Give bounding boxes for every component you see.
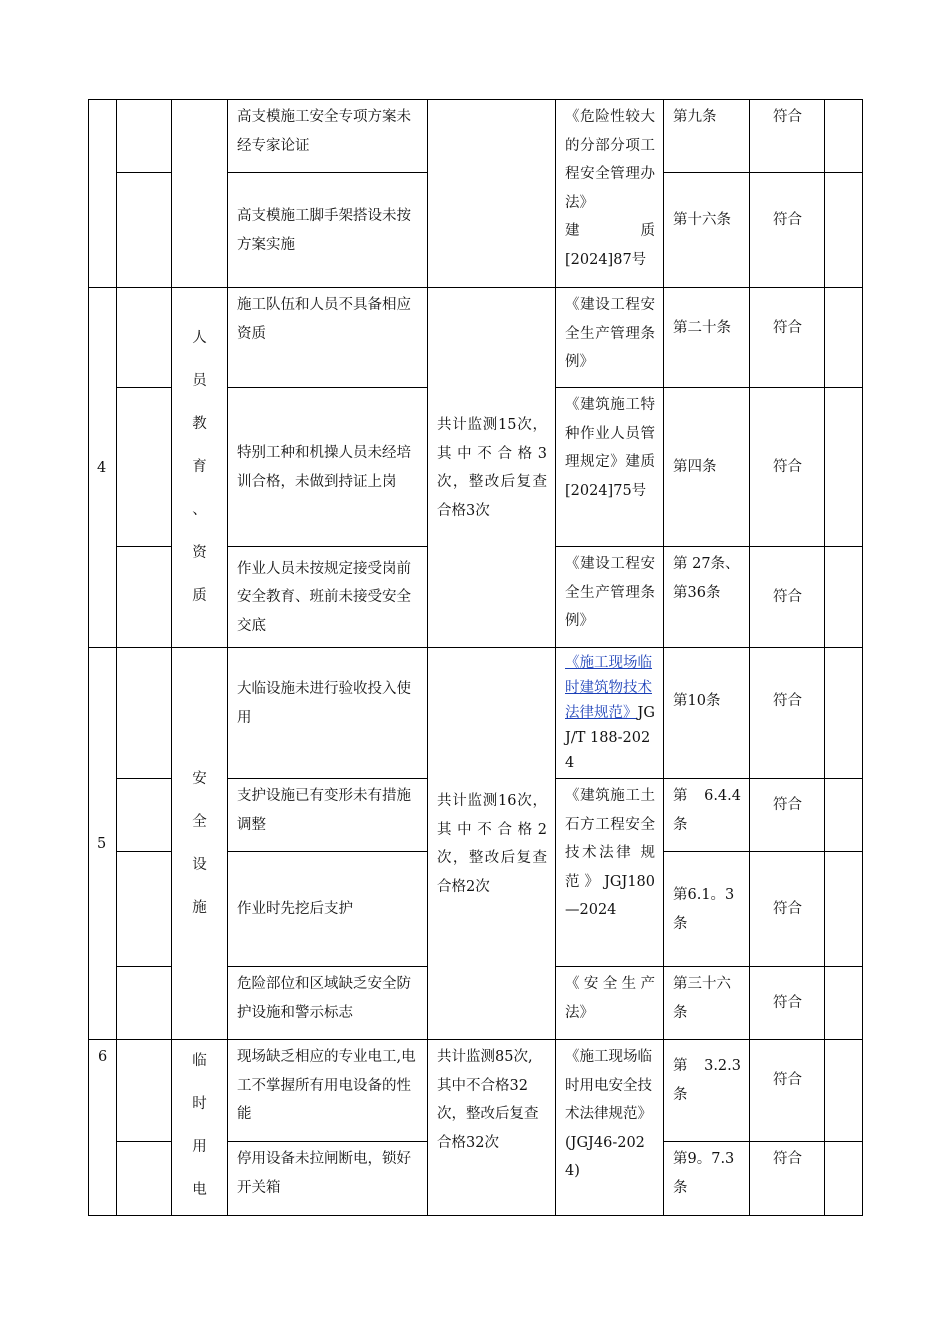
monitor-cell [428,100,556,288]
category-cell: 人 员 教 育 、 资 质 [172,288,228,648]
issue-cell: 高支模施工脚手架搭设未按方案实施 [228,173,428,288]
monitor-cell: 共计监测85次,其中不合格32次，整改后复查合格32次 [428,1040,556,1216]
remark-cell [825,547,863,648]
seq-cell: 6 [89,1040,117,1216]
issue-cell: 特别工种和机操人员未经培训合格，未做到持证上岗 [228,388,428,547]
clause-cell: 第 6.4.4条 [664,779,750,852]
result-cell: 符合 [750,1142,825,1216]
category-cell: 临 时 用 电 [172,1040,228,1216]
result-cell: 符合 [750,388,825,547]
issue-cell: 停用设备未拉闸断电，锁好开关箱 [228,1142,428,1216]
blank-cell [117,1142,172,1216]
monitor-cell: 共计监测15次，其中不合格3次，整改后复查合格3次 [428,288,556,648]
clause-cell: 第二十条 [664,288,750,388]
blank-cell [117,173,172,288]
result-cell: 符合 [750,288,825,388]
issue-cell: 作业人员未按规定接受岗前安全教育、班前未接受安全交底 [228,547,428,648]
blank-cell [117,100,172,173]
basis-cell: 《安全生产法》 [556,967,664,1040]
basis-cell: 《建筑施工土石方工程安全技术法律 规范》JGJ180—2024 [556,779,664,967]
table-row [89,288,863,388]
clause-cell: 第10条 [664,648,750,779]
result-cell: 符合 [750,1040,825,1142]
table-row [89,100,863,173]
issue-cell: 现场缺乏相应的专业电工,电工不掌握所有用电设备的性能 [228,1040,428,1142]
blank-cell [117,547,172,648]
category-cell: 安 全 设 施 [172,648,228,1040]
clause-cell: 第九条 [664,100,750,173]
issue-cell: 大临设施未进行验收投入使用 [228,648,428,779]
basis-cell: 《施工现场临时用电安全技术法律规范》(JGJ46-2024) [556,1040,664,1216]
table-row [89,648,863,779]
issue-cell: 作业时先挖后支护 [228,852,428,967]
issue-cell: 高支模施工安全专项方案未经专家论证 [228,100,428,173]
basis-cell: 《建设工程安全生产管理条例》 [556,288,664,388]
blank-cell [117,1040,172,1142]
issue-cell: 危险部位和区域缺乏安全防护设施和警示标志 [228,967,428,1040]
remark-cell [825,1040,863,1142]
blank-cell [117,967,172,1040]
result-cell: 符合 [750,648,825,779]
blank-cell [117,779,172,852]
result-cell: 符合 [750,100,825,173]
clause-cell: 第6.1。3条 [664,852,750,967]
remark-cell [825,173,863,288]
remark-cell [825,100,863,173]
blank-cell [117,648,172,779]
remark-cell [825,779,863,852]
clause-cell: 第 3.2.3条 [664,1040,750,1142]
result-cell: 符合 [750,779,825,852]
clause-cell: 第四条 [664,388,750,547]
category-cell [172,100,228,288]
clause-cell: 第十六条 [664,173,750,288]
result-cell: 符合 [750,967,825,1040]
table-row [89,1040,863,1142]
remark-cell [825,288,863,388]
basis-cell: 《危险性较大的分部分项工程安全管理办法》 建 质 [2024]87号 [556,100,664,288]
clause-cell: 第三十六条 [664,967,750,1040]
issue-cell: 施工队伍和人员不具备相应资质 [228,288,428,388]
inspection-table [88,99,863,1216]
issue-cell: 支护设施已有变形未有措施调整 [228,779,428,852]
seq-cell [89,100,117,288]
result-cell: 符合 [750,547,825,648]
result-cell: 符合 [750,173,825,288]
clause-cell: 第9。7.3条 [664,1142,750,1216]
remark-cell [825,648,863,779]
blank-cell [117,288,172,388]
monitor-cell: 共计监测16次，其中不合格2次，整改后复查合格2次 [428,648,556,1040]
remark-cell [825,388,863,547]
remark-cell [825,1142,863,1216]
regulation-link[interactable]: 《施工现场临时建筑物技术法律规范》 [565,655,652,721]
blank-cell [117,388,172,547]
basis-cell: 《施工现场临时建筑物技术法律规范》JGJ/T 188-2024 [556,648,664,779]
clause-cell: 第 27条、第36条 [664,547,750,648]
result-cell: 符合 [750,852,825,967]
seq-cell: 5 [89,648,117,1040]
seq-cell: 4 [89,288,117,648]
basis-cell: 《建设工程安全生产管理条例》 [556,547,664,648]
remark-cell [825,967,863,1040]
remark-cell [825,852,863,967]
blank-cell [117,852,172,967]
basis-cell: 《建筑施工特种作业人员管理规定》建质[2024]75号 [556,388,664,547]
